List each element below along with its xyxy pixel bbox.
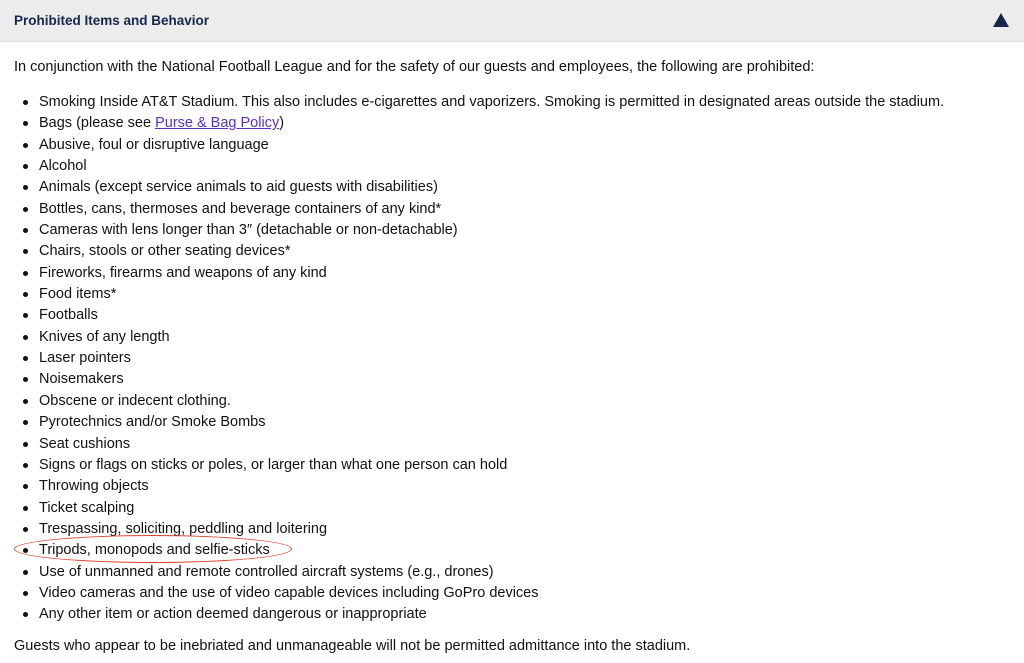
- list-item: [0, 455, 1000, 476]
- list-item-text: Fireworks, firearms and weapons of any kind: [39, 264, 327, 281]
- list-item-text: Seat cushions: [39, 435, 131, 452]
- bullet-icon: [23, 612, 28, 617]
- bullet-icon: [23, 185, 28, 190]
- list-item: [0, 476, 1000, 497]
- list-item-text: Alcohol: [39, 158, 87, 175]
- bullet-icon: [23, 249, 28, 254]
- list-item-text: Food items*: [39, 286, 117, 303]
- list-item-text: Obscene or indecent clothing.: [39, 392, 231, 409]
- bullet-icon: [23, 207, 28, 212]
- bullet-icon: [23, 399, 28, 404]
- bullet-icon: [23, 463, 28, 468]
- bullet-icon: [23, 591, 28, 596]
- list-item: [0, 583, 1000, 604]
- list-item: [0, 135, 1000, 156]
- list-item: [0, 348, 1000, 369]
- intro-text: In conjunction with the National Football League and for the safety of our guests and employees, the following are prohibited:: [14, 59, 815, 75]
- list-item: [0, 241, 1000, 262]
- list-item-text: Laser pointers: [39, 350, 131, 367]
- triangle-up-icon: [993, 13, 1009, 27]
- list-item: [0, 92, 1000, 113]
- bullet-icon: [23, 292, 28, 297]
- highlight-ellipse-annotation: [14, 535, 292, 563]
- list-item: [0, 604, 1000, 625]
- list-item-text: Knives of any length: [39, 328, 170, 345]
- bullet-icon: [23, 313, 28, 318]
- list-item: [0, 305, 1000, 326]
- list-item-text: Signs or flags on sticks or poles, or larger than what one person can hold: [39, 456, 508, 473]
- prohibited-items-list: [0, 92, 1000, 626]
- list-item: [0, 391, 1000, 412]
- accordion-title[interactable]: Prohibited Items and Behavior: [14, 13, 210, 28]
- bullet-icon: [23, 121, 28, 126]
- list-item: [0, 263, 1000, 284]
- list-item: [0, 434, 1000, 455]
- list-item-text: Trespassing, soliciting, peddling and loitering: [39, 520, 328, 537]
- list-item-text: Noisemakers: [39, 371, 124, 388]
- bullet-icon: [23, 484, 28, 489]
- list-item-text: Cameras with lens longer than 3″ (detachable or non-detachable): [39, 222, 458, 239]
- list-item-text: Tripods, monopods and selfie-sticks: [39, 542, 270, 559]
- list-item-text: Smoking Inside AT&T Stadium. This also includes e-cigarettes and vaporizers. Smoking is permitted in designated areas outside the stadium.: [39, 94, 945, 110]
- collapse-toggle-button[interactable]: [986, 8, 1016, 34]
- list-item-text: Chairs, stools or other seating devices*: [39, 243, 291, 260]
- list-item: [0, 412, 1000, 433]
- list-item-text: Any other item or action deemed dangerous or inappropriate: [39, 606, 427, 623]
- list-item: [0, 498, 1000, 519]
- list-item-text: Ticket scalping: [39, 499, 135, 516]
- bullet-icon: [23, 506, 28, 511]
- list-item: [0, 369, 1000, 390]
- list-item-text: Bags (please see: [39, 115, 156, 132]
- bullet-icon: [23, 420, 28, 425]
- bullet-icon: [23, 164, 28, 169]
- list-item-text: Bottles, cans, thermoses and beverage containers of any kind*: [39, 200, 442, 217]
- closing-text: Guests who appear to be inebriated and unmanageable will not be permitted admittance into the stadium.: [14, 638, 691, 654]
- accordion-header[interactable]: [0, 0, 1024, 42]
- list-item-text: Throwing objects: [39, 478, 149, 495]
- list-item: [0, 540, 1000, 561]
- bullet-icon: [23, 442, 28, 447]
- list-item: [0, 284, 1000, 305]
- list-item: [0, 220, 1000, 241]
- list-item-text: Video cameras and the use of video capable devices including GoPro devices: [39, 584, 539, 601]
- list-item-text: Use of unmanned and remote controlled aircraft systems (e.g., drones): [39, 563, 494, 580]
- list-item-text: Animals (except service animals to aid guests with disabilities): [39, 179, 438, 196]
- list-item: [0, 156, 1000, 177]
- bullet-icon: [23, 570, 28, 575]
- bullet-icon: [23, 356, 28, 361]
- list-item-text: Abusive, foul or disruptive language: [39, 136, 269, 153]
- bullet-icon: [23, 143, 28, 148]
- list-item: [0, 562, 1000, 583]
- bullet-icon: [23, 228, 28, 233]
- list-item-text: Pyrotechnics and/or Smoke Bombs: [39, 414, 266, 431]
- list-item-text: ): [279, 115, 285, 132]
- list-item: [0, 199, 1000, 220]
- list-item: [0, 327, 1000, 348]
- bullet-icon: [23, 271, 28, 276]
- bullet-icon: [23, 335, 28, 340]
- list-item: [0, 113, 1000, 134]
- bullet-icon: [23, 377, 28, 382]
- bullet-icon: [23, 527, 28, 532]
- bullet-icon: [23, 100, 28, 105]
- list-item: [0, 177, 1000, 198]
- list-item-text: Footballs: [39, 307, 98, 324]
- purse-bag-policy-link[interactable]: Purse & Bag Policy: [155, 115, 280, 132]
